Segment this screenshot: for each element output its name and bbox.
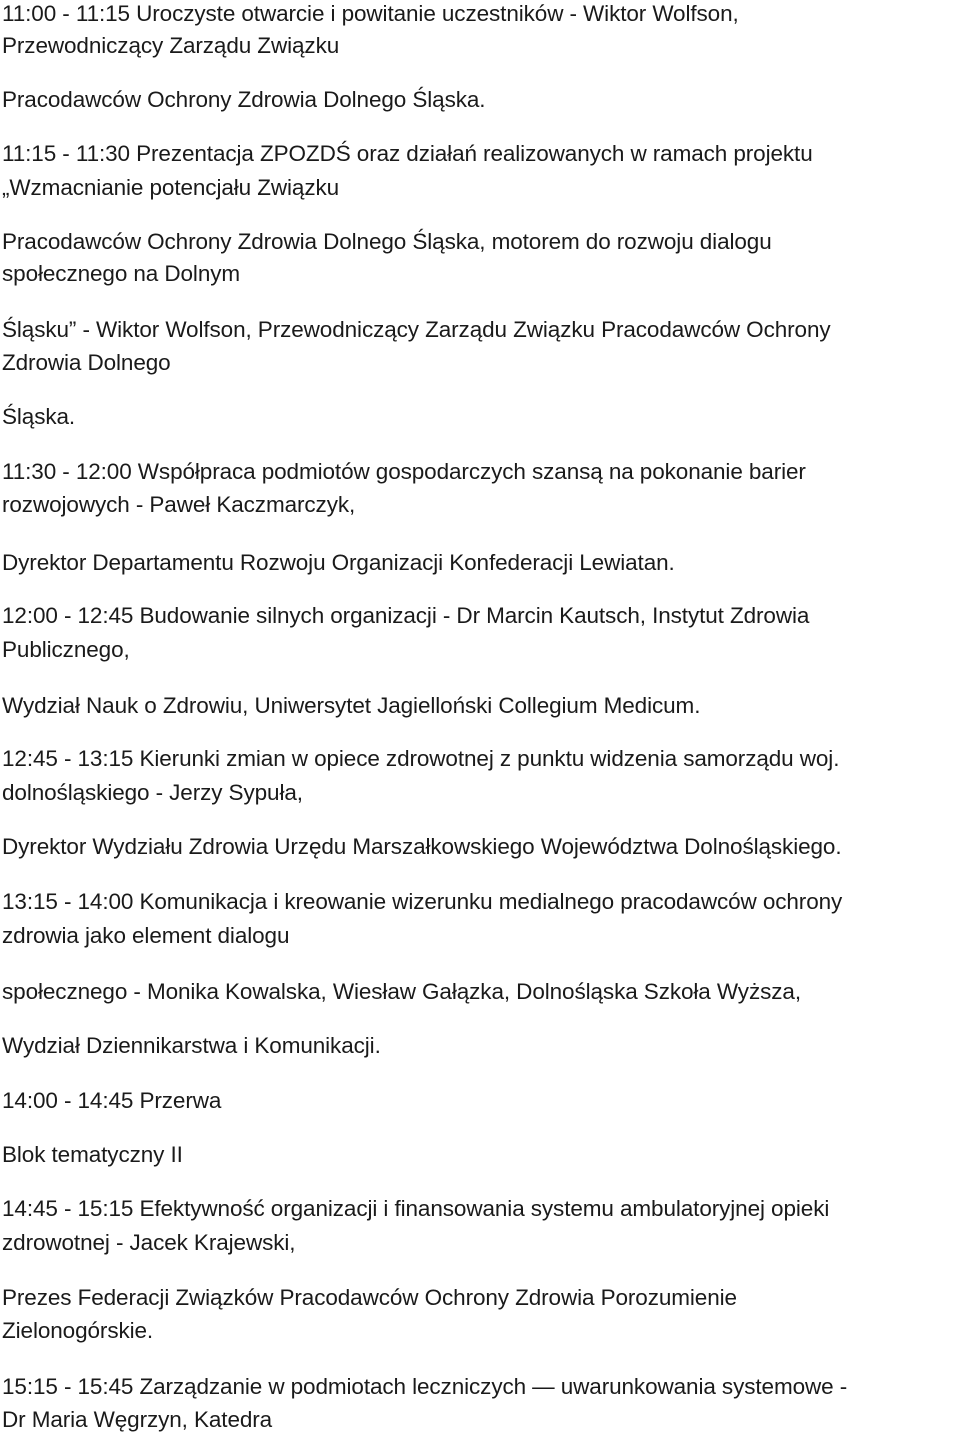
agenda-line: Publicznego,: [2, 637, 130, 662]
agenda-line: społecznego - Monika Kowalska, Wiesław Gałązka, Dolnośląska Szkoła Wyższa,: [2, 979, 801, 1004]
agenda-line: społecznego na Dolnym: [2, 261, 241, 286]
agenda-line: zdrowia jako element dialogu: [2, 923, 290, 948]
agenda-line: Wydział Nauk o Zdrowiu, Uniwersytet Jagielloński Collegium Medicum.: [2, 693, 701, 718]
section-heading: Blok tematyczny II: [2, 1142, 183, 1167]
agenda-line: Dr Maria Węgrzyn, Katedra: [2, 1407, 273, 1432]
agenda-line: 12:45 - 13:15 Kierunki zmian w opiece zdrowotnej z punktu widzenia samorządu woj.: [2, 746, 840, 771]
agenda-line: Zdrowia Dolnego: [2, 350, 171, 375]
agenda-line: Pracodawców Ochrony Zdrowia Dolnego Śląska.: [2, 87, 486, 112]
agenda-line: 14:45 - 15:15 Efektywność organizacji i finansowania systemu ambulatoryjnej opieki: [2, 1196, 830, 1221]
agenda-line: „Wzmacnianie potencjału Związku: [2, 175, 340, 200]
agenda-line: rozwojowych - Paweł Kaczmarczyk,: [2, 492, 356, 517]
agenda-line: Pracodawców Ochrony Zdrowia Dolnego Śląska, motorem do rozwoju dialogu: [2, 229, 772, 254]
agenda-line: Zielonogórskie.: [2, 1318, 154, 1343]
agenda-line: Wydział Dziennikarstwa i Komunikacji.: [2, 1033, 381, 1058]
agenda-line: 11:00 - 11:15 Uroczyste otwarcie i powitanie uczestników - Wiktor Wolfson,: [2, 1, 739, 26]
agenda-line: dolnośląskiego - Jerzy Sypuła,: [2, 780, 303, 805]
agenda-line: 12:00 - 12:45 Budowanie silnych organizacji - Dr Marcin Kautsch, Instytut Zdrowia: [2, 603, 810, 628]
agenda-line: 11:30 - 12:00 Współpraca podmiotów gospodarczych szansą na pokonanie barier: [2, 459, 806, 484]
agenda-line: 11:15 - 11:30 Prezentacja ZPOZDŚ oraz działań realizowanych w ramach projektu: [2, 141, 813, 166]
agenda-line: 13:15 - 14:00 Komunikacja i kreowanie wizerunku medialnego pracodawców ochrony: [2, 889, 843, 914]
agenda-line: zdrowotnej - Jacek Krajewski,: [2, 1230, 296, 1255]
agenda-line: Dyrektor Wydziału Zdrowia Urzędu Marszałkowskiego Województwa Dolnośląskiego.: [2, 834, 842, 859]
agenda-line: Śląsku” - Wiktor Wolfson, Przewodniczący Zarządu Związku Pracodawców Ochrony: [2, 317, 831, 342]
agenda-line: 14:00 - 14:45 Przerwa: [2, 1088, 222, 1113]
agenda-line: Śląska.: [2, 404, 76, 429]
agenda-line: Przewodniczący Zarządu Związku: [2, 33, 340, 58]
agenda-line: Prezes Federacji Związków Pracodawców Ochrony Zdrowia Porozumienie: [2, 1285, 737, 1310]
agenda-line: Dyrektor Departamentu Rozwoju Organizacji Konfederacji Lewiatan.: [2, 550, 675, 575]
agenda-line: 15:15 - 15:45 Zarządzanie w podmiotach leczniczych — uwarunkowania systemowe -: [2, 1374, 848, 1399]
